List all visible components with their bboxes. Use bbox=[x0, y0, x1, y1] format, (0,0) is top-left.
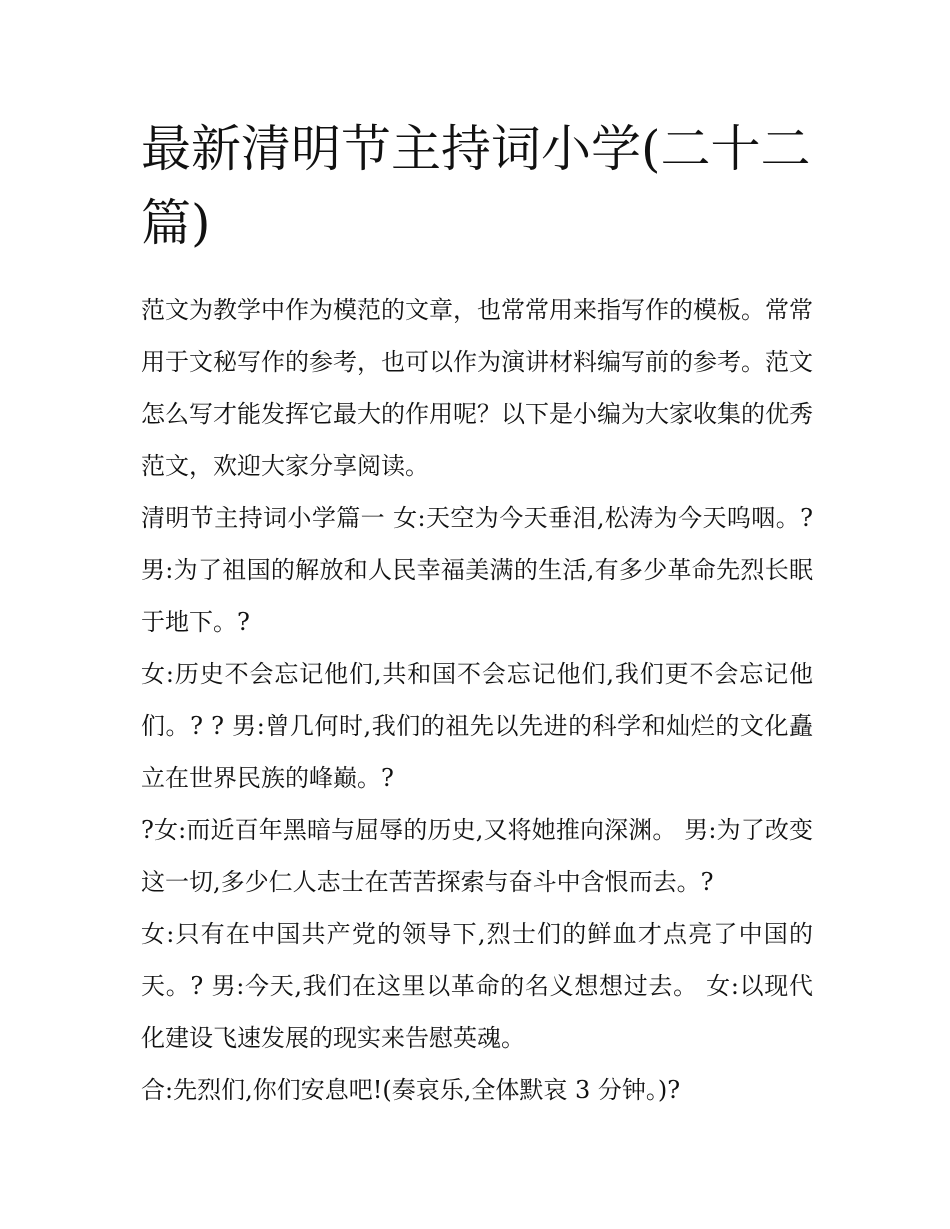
paragraph: 女:只有在中国共产党的领导下,烈士们的鲜血才点亮了中国的天。? 男:今天,我们在这里以革命的名义想想过去。 女:以现代化建设飞速发展的现实来告慰英魂。 bbox=[141, 920, 813, 1052]
document-page bbox=[141, 112, 813, 1116]
paragraph: 女:历史不会忘记他们,共和国不会忘记他们,我们更不会忘记他们。? ? 男:曾几何时,我们的祖先以先进的科学和灿烂的文化矗立在世界民族的峰巅。? bbox=[141, 660, 813, 792]
paragraph: ?女:而近百年黑暗与屈辱的历史,又将她推向深渊。 男:为了改变这一切,多少仁人志士在苦苦探索与奋斗中含恨而去。? bbox=[141, 816, 813, 896]
document-body bbox=[141, 284, 813, 1116]
paragraph: 合:先烈们,你们安息吧!(奏哀乐,全体默哀 3 分钟。)? bbox=[141, 1076, 681, 1104]
paragraph: 清明节主持词小学篇一 女:天空为今天垂泪,松涛为今天呜咽。? 男:为了祖国的解放和人民幸福美满的生活,有多少革命先烈长眠于地下。? bbox=[141, 504, 813, 636]
document-title: 最新清明节主持词小学(二十二篇) bbox=[141, 120, 811, 252]
paragraph-intro: 范文为教学中作为模范的文章，也常常用来指写作的模板。常常用于文秘写作的参考，也可以作为演讲材料编写前的参考。范文怎么写才能发挥它最大的作用呢？以下是小编为大家收集的优秀范文，欢迎大家分享阅读。 bbox=[141, 296, 813, 480]
